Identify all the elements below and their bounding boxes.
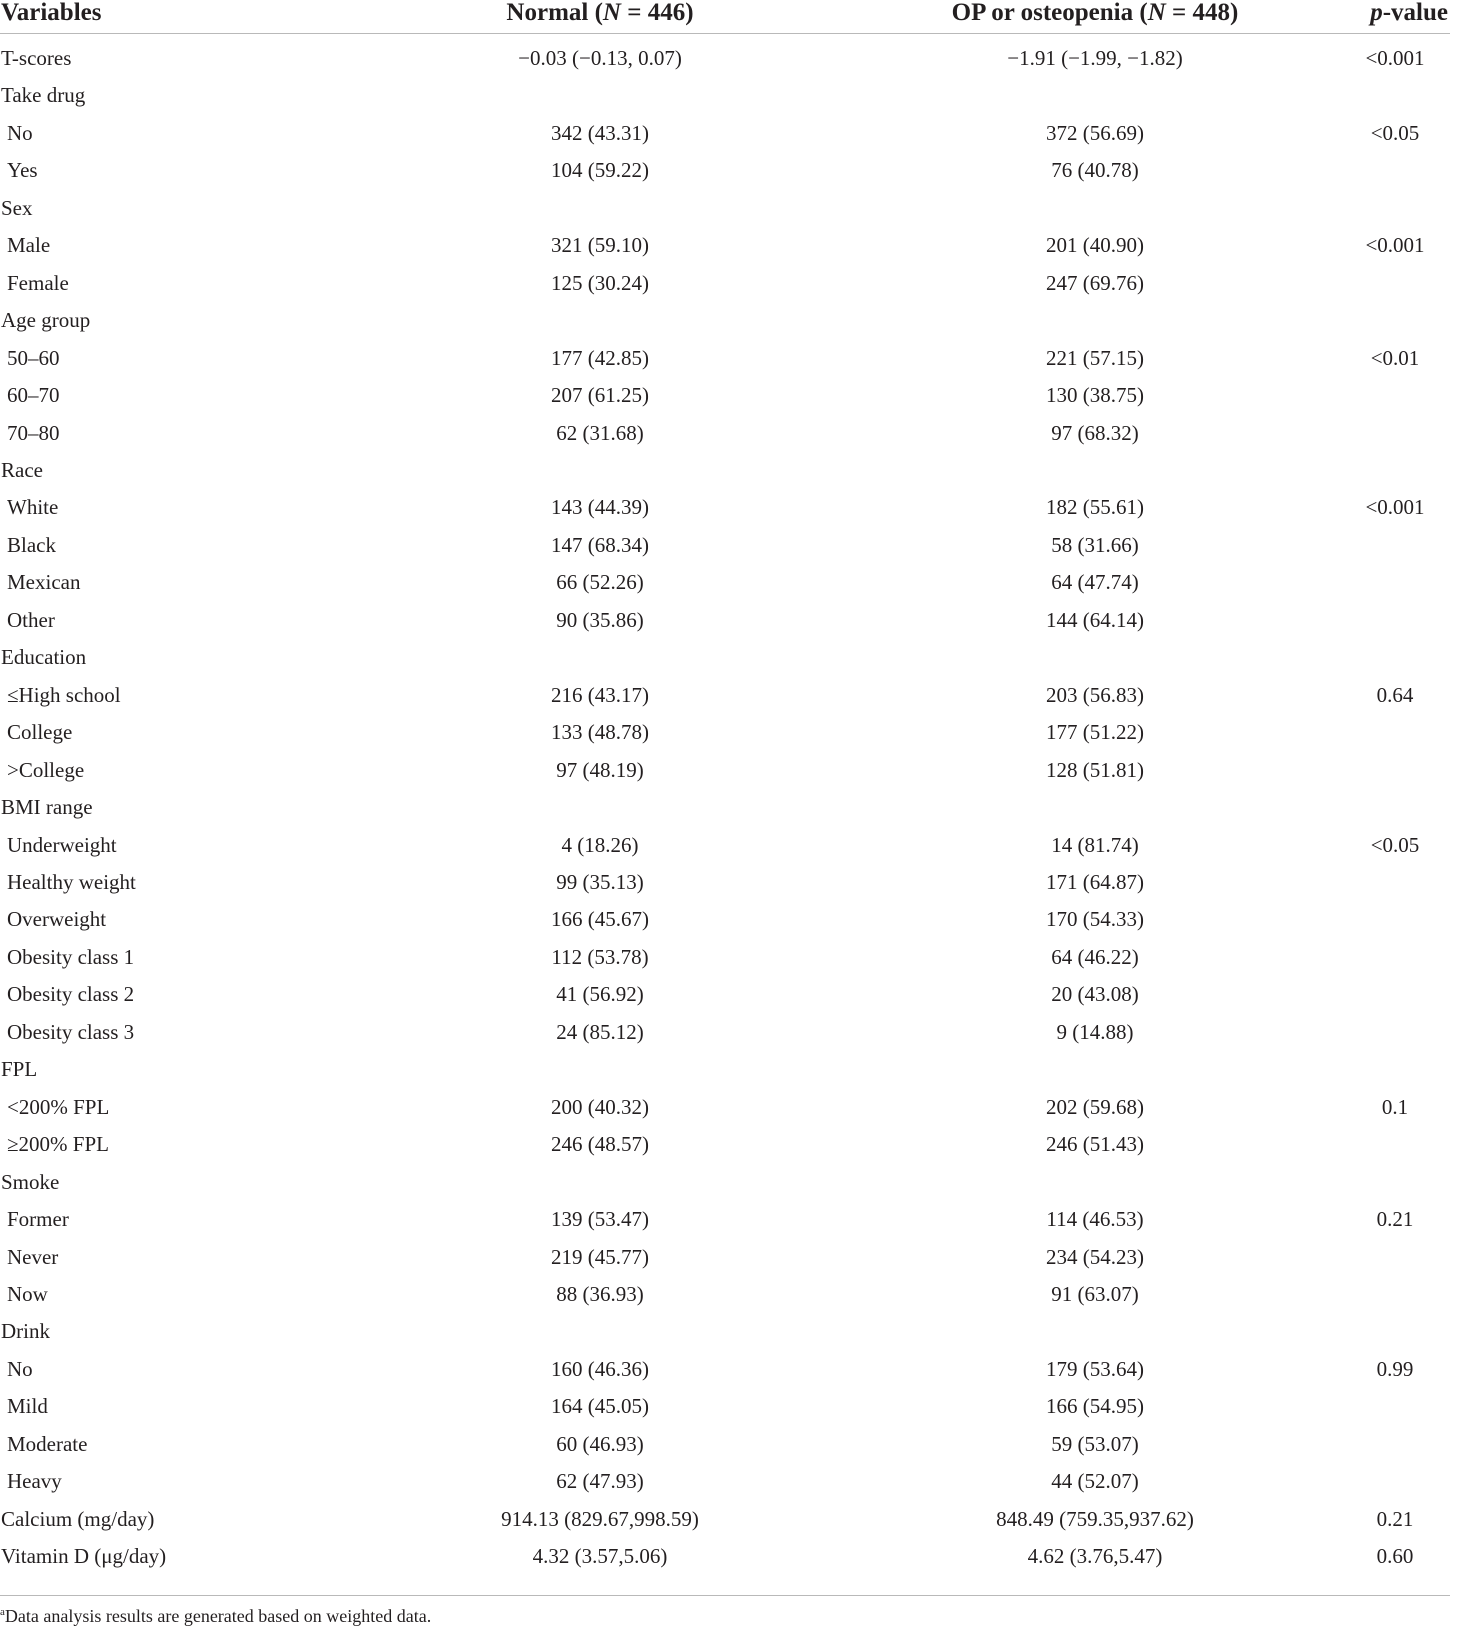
row-label: Calcium (mg/day) xyxy=(1,1506,155,1531)
table-row xyxy=(0,1388,1450,1425)
cell-op xyxy=(850,77,1340,114)
cell-op: 179 (53.64) xyxy=(1046,1356,1144,1381)
footnote xyxy=(0,1606,431,1626)
row-label: Smoke xyxy=(1,1169,60,1194)
row-label: No xyxy=(7,1356,33,1381)
header-row xyxy=(0,0,1450,34)
table-row xyxy=(0,1201,1450,1238)
cell-p-value xyxy=(1340,1239,1450,1276)
cell-normal: 177 (42.85) xyxy=(551,345,649,370)
row-label: White xyxy=(7,495,59,520)
header-normal-suffix: = 446) xyxy=(620,0,694,26)
table-row xyxy=(0,1463,1450,1500)
table-row xyxy=(0,115,1450,152)
cell-op: 9 (14.88) xyxy=(1056,1019,1134,1044)
row-label: No xyxy=(7,120,33,145)
row-label: Obesity class 3 xyxy=(7,1019,135,1044)
row-label: Black xyxy=(7,532,56,557)
cell-op: 114 (46.53) xyxy=(1046,1207,1144,1232)
cell-p-value xyxy=(1340,714,1450,751)
row-label: FPL xyxy=(1,1057,38,1082)
table-row xyxy=(0,489,1450,526)
table-row xyxy=(0,34,1450,78)
cell-op: 144 (64.14) xyxy=(1046,607,1144,632)
cell-op: 58 (31.66) xyxy=(1051,532,1139,557)
row-label: Sex xyxy=(1,195,33,220)
cell-p-value xyxy=(1340,415,1450,452)
table-row xyxy=(0,1276,1450,1313)
header-variables: Variables xyxy=(0,0,350,34)
cell-p-value: 0.21 xyxy=(1376,1506,1414,1531)
cell-op: 247 (69.76) xyxy=(1046,270,1144,295)
table-row xyxy=(0,864,1450,901)
cell-normal: 147 (68.34) xyxy=(551,532,649,557)
cell-normal: 200 (40.32) xyxy=(551,1094,649,1119)
cell-p-value: 0.99 xyxy=(1376,1356,1414,1381)
row-label: >College xyxy=(7,757,85,782)
table-row xyxy=(0,1164,1450,1201)
row-label: Education xyxy=(1,645,87,670)
header-op-prefix: OP or osteopenia ( xyxy=(951,0,1148,26)
table-row xyxy=(0,77,1450,114)
cell-op: 91 (63.07) xyxy=(1051,1281,1139,1306)
row-label: Vitamin D (μg/day) xyxy=(1,1544,167,1569)
table-row xyxy=(0,1126,1450,1163)
row-label: Never xyxy=(7,1244,59,1269)
cell-op: 59 (53.07) xyxy=(1051,1431,1139,1456)
cell-op: 166 (54.95) xyxy=(1046,1394,1144,1419)
cell-normal: 90 (35.86) xyxy=(556,607,644,632)
cell-p-value xyxy=(1340,1313,1450,1350)
cell-op: 64 (46.22) xyxy=(1051,944,1139,969)
cell-normal: 60 (46.93) xyxy=(556,1431,644,1456)
cell-op: 848.49 (759.35,937.62) xyxy=(996,1506,1194,1531)
cell-op xyxy=(850,1313,1340,1350)
cell-p-value xyxy=(1340,864,1450,901)
header-normal-prefix: Normal ( xyxy=(506,0,603,26)
cell-normal xyxy=(350,1313,850,1350)
cell-p-value xyxy=(1340,1051,1450,1088)
cell-op: 234 (54.23) xyxy=(1046,1244,1144,1269)
cell-p-value xyxy=(1340,452,1450,489)
cell-normal: 207 (61.25) xyxy=(551,383,649,408)
table-bottom-rule xyxy=(0,1595,1450,1596)
footnote-text: Data analysis results are generated based on weighted data. xyxy=(4,1606,432,1626)
table-row xyxy=(0,639,1450,676)
cell-op xyxy=(850,302,1340,339)
table-row xyxy=(0,1313,1450,1350)
cell-normal: 216 (43.17) xyxy=(551,682,649,707)
cell-p-value xyxy=(1340,602,1450,639)
cell-p-value xyxy=(1340,77,1450,114)
row-label: Mild xyxy=(7,1394,48,1419)
table-row xyxy=(0,265,1450,302)
cell-p-value xyxy=(1340,1463,1450,1500)
row-label: Heavy xyxy=(7,1469,62,1494)
row-label: Underweight xyxy=(7,832,117,857)
row-label: Former xyxy=(7,1207,69,1232)
table-row xyxy=(0,452,1450,489)
cell-normal: 139 (53.47) xyxy=(551,1207,649,1232)
cell-p-value xyxy=(1340,939,1450,976)
cell-normal: 104 (59.22) xyxy=(551,158,649,183)
cell-p-value xyxy=(1340,190,1450,227)
row-label: Healthy weight xyxy=(7,869,136,894)
table-row xyxy=(0,827,1450,864)
cell-op: 182 (55.61) xyxy=(1046,495,1144,520)
cell-op xyxy=(850,452,1340,489)
cell-normal: 88 (36.93) xyxy=(556,1281,644,1306)
cell-normal xyxy=(350,190,850,227)
table-row xyxy=(0,901,1450,938)
cell-op xyxy=(850,1051,1340,1088)
cell-op xyxy=(850,789,1340,826)
cell-p-value xyxy=(1340,1276,1450,1313)
table-row xyxy=(0,1051,1450,1088)
table-row xyxy=(0,152,1450,189)
cell-op: 130 (38.75) xyxy=(1046,383,1144,408)
cell-normal xyxy=(350,789,850,826)
cell-normal: 125 (30.24) xyxy=(551,270,649,295)
table-row xyxy=(0,564,1450,601)
cell-normal: 112 (53.78) xyxy=(551,944,649,969)
cell-normal xyxy=(350,1164,850,1201)
cell-normal: 41 (56.92) xyxy=(556,982,644,1007)
row-label: Yes xyxy=(7,158,38,183)
row-label: Age group xyxy=(1,308,91,333)
table-row xyxy=(0,190,1450,227)
cell-p-value xyxy=(1340,152,1450,189)
table-row xyxy=(0,939,1450,976)
cell-normal xyxy=(350,77,850,114)
table-row xyxy=(0,302,1450,339)
cell-normal xyxy=(350,302,850,339)
cell-op xyxy=(850,639,1340,676)
cell-op: 246 (51.43) xyxy=(1046,1132,1144,1157)
cell-normal: −0.03 (−0.13, 0.07) xyxy=(518,46,682,70)
cell-p-value xyxy=(1340,789,1450,826)
row-label: Overweight xyxy=(7,907,107,932)
cell-normal: 99 (35.13) xyxy=(556,869,644,894)
table-header xyxy=(0,0,1450,34)
cell-p-value: <0.001 xyxy=(1365,495,1425,520)
cell-normal: 246 (48.57) xyxy=(551,1132,649,1157)
row-label: Female xyxy=(7,270,69,295)
row-label: Take drug xyxy=(1,83,86,108)
table-body xyxy=(0,34,1450,1576)
cell-normal: 342 (43.31) xyxy=(551,120,649,145)
cell-normal: 166 (45.67) xyxy=(551,907,649,932)
table-row xyxy=(0,677,1450,714)
table-row xyxy=(0,789,1450,826)
row-label: College xyxy=(7,720,73,745)
cell-op xyxy=(850,1164,1340,1201)
cell-p-value xyxy=(1340,265,1450,302)
table-row xyxy=(0,752,1450,789)
table-row xyxy=(0,1538,1450,1575)
cell-p-value xyxy=(1340,1426,1450,1463)
table-row xyxy=(0,1501,1450,1538)
table-row xyxy=(0,340,1450,377)
cell-op: 170 (54.33) xyxy=(1046,907,1144,932)
cell-normal: 143 (44.39) xyxy=(551,495,649,520)
row-label: 60–70 xyxy=(7,383,60,408)
cell-p-value xyxy=(1340,901,1450,938)
cell-normal xyxy=(350,1051,850,1088)
cell-p-value xyxy=(1340,302,1450,339)
cell-op: 171 (64.87) xyxy=(1046,869,1144,894)
header-p-suffix: -value xyxy=(1382,0,1448,26)
cell-p-value: <0.05 xyxy=(1370,832,1420,857)
cell-p-value: <0.01 xyxy=(1370,345,1420,370)
cell-p-value xyxy=(1340,639,1450,676)
cell-op: −1.91 (−1.99, −1.82) xyxy=(1007,46,1183,70)
header-p-value xyxy=(1340,0,1450,34)
header-op-suffix: = 448) xyxy=(1165,0,1239,26)
row-label: Obesity class 1 xyxy=(7,944,135,969)
cell-op: 202 (59.68) xyxy=(1046,1094,1144,1119)
cell-op: 201 (40.90) xyxy=(1046,233,1144,258)
cell-p-value: <0.001 xyxy=(1365,46,1425,70)
table-row xyxy=(0,714,1450,751)
row-label: Mexican xyxy=(7,570,81,595)
row-label: Other xyxy=(7,607,55,632)
cell-normal: 160 (46.36) xyxy=(551,1356,649,1381)
header-p-letter: p xyxy=(1370,0,1383,26)
row-label: 50–60 xyxy=(7,345,60,370)
cell-normal: 321 (59.10) xyxy=(551,233,649,258)
cell-normal: 97 (48.19) xyxy=(556,757,644,782)
row-label: Drink xyxy=(1,1319,50,1344)
table-row xyxy=(0,415,1450,452)
table-row xyxy=(0,527,1450,564)
cell-p-value: 0.1 xyxy=(1381,1094,1409,1119)
cell-op: 203 (56.83) xyxy=(1046,682,1144,707)
cell-normal: 914.13 (829.67,998.59) xyxy=(501,1506,699,1531)
cell-op: 372 (56.69) xyxy=(1046,120,1144,145)
header-normal xyxy=(350,0,850,34)
row-label: Moderate xyxy=(7,1431,88,1456)
footnote-marker: a xyxy=(0,1606,5,1618)
cell-normal: 66 (52.26) xyxy=(556,570,644,595)
cell-op: 14 (81.74) xyxy=(1051,832,1139,857)
cell-normal: 62 (47.93) xyxy=(556,1469,644,1494)
cell-op: 97 (68.32) xyxy=(1051,420,1139,445)
cell-normal: 4.32 (3.57,5.06) xyxy=(532,1544,668,1569)
row-label: ≥200% FPL xyxy=(7,1132,109,1157)
cell-normal xyxy=(350,639,850,676)
cell-p-value xyxy=(1340,527,1450,564)
cell-normal: 62 (31.68) xyxy=(556,420,644,445)
row-label: Now xyxy=(7,1281,48,1306)
header-op xyxy=(850,0,1340,34)
cell-normal: 24 (85.12) xyxy=(556,1019,644,1044)
cell-p-value xyxy=(1340,1388,1450,1425)
cell-p-value xyxy=(1340,1014,1450,1051)
table-row xyxy=(0,1089,1450,1126)
cell-p-value xyxy=(1340,1164,1450,1201)
header-op-n: N xyxy=(1147,0,1166,26)
cell-op: 44 (52.07) xyxy=(1051,1469,1139,1494)
cell-op: 128 (51.81) xyxy=(1046,757,1144,782)
table-row xyxy=(0,1014,1450,1051)
cell-normal: 164 (45.05) xyxy=(551,1394,649,1419)
cell-p-value: 0.60 xyxy=(1376,1544,1414,1569)
row-label: ≤High school xyxy=(7,682,121,707)
cell-p-value xyxy=(1340,1126,1450,1163)
row-label: Race xyxy=(1,457,43,482)
cell-p-value xyxy=(1340,377,1450,414)
table-row xyxy=(0,602,1450,639)
header-normal-n: N xyxy=(602,0,621,26)
cell-normal: 133 (48.78) xyxy=(551,720,649,745)
cell-normal: 4 (18.26) xyxy=(561,832,639,857)
cell-op: 76 (40.78) xyxy=(1051,158,1139,183)
table-row xyxy=(0,227,1450,264)
cell-p-value xyxy=(1340,752,1450,789)
cell-normal: 219 (45.77) xyxy=(551,1244,649,1269)
cell-p-value: <0.001 xyxy=(1365,233,1425,258)
row-label: T-scores xyxy=(1,46,72,70)
cell-op: 177 (51.22) xyxy=(1046,720,1144,745)
table-row xyxy=(0,1239,1450,1276)
row-label: <200% FPL xyxy=(7,1094,110,1119)
table-row xyxy=(0,976,1450,1013)
cell-p-value xyxy=(1340,564,1450,601)
table-row xyxy=(0,1351,1450,1388)
cell-normal xyxy=(350,452,850,489)
row-label: BMI range xyxy=(1,795,93,820)
cell-op: 221 (57.15) xyxy=(1046,345,1144,370)
table-row xyxy=(0,1426,1450,1463)
cell-p-value xyxy=(1340,976,1450,1013)
cell-p-value: <0.05 xyxy=(1370,120,1420,145)
cell-p-value: 0.64 xyxy=(1376,682,1414,707)
cell-op xyxy=(850,190,1340,227)
row-label: Male xyxy=(7,233,51,258)
table-row xyxy=(0,377,1450,414)
cell-op: 20 (43.08) xyxy=(1051,982,1139,1007)
row-label: Obesity class 2 xyxy=(7,982,135,1007)
cell-p-value: 0.21 xyxy=(1376,1207,1414,1232)
cell-op: 4.62 (3.76,5.47) xyxy=(1027,1544,1163,1569)
row-label: 70–80 xyxy=(7,420,60,445)
cell-op: 64 (47.74) xyxy=(1051,570,1139,595)
